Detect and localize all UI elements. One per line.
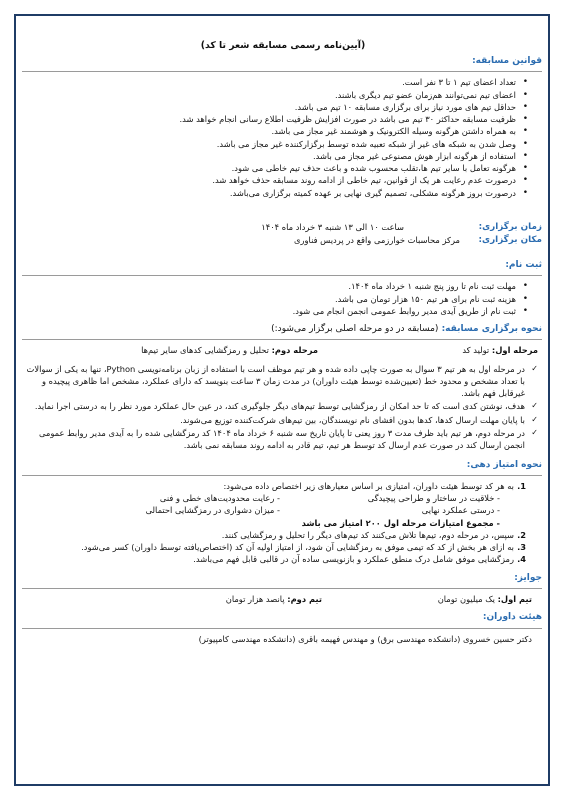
criterion: - خلاقیت در ساختار و طراحی پیچیدگی xyxy=(367,493,500,504)
scoring-item-text: به هر کد توسط هیئت داوران، امتیازی بر اساس معیارهای زیر اختصاص داده می‌شود: xyxy=(223,480,514,491)
judges-value: دکتر حسین خسروی (دانشکده مهندسی برق) و مهندس فهیمه باقری (دانشکده مهندسی کامپیوتر) xyxy=(198,633,532,644)
time-value: ساعت ۱۰ الی ۱۳ شنبه ۳ خرداد ماه ۱۴۰۴ xyxy=(261,221,404,232)
format-heading-text: نحوه برگزاری مسابقه: xyxy=(441,324,542,335)
stage2-value: تحلیل و رمزگشایی کدهای سایر تیم‌ها xyxy=(141,345,269,356)
registration-heading: ثبت نام: xyxy=(505,260,542,270)
criteria-total xyxy=(22,517,514,529)
judges-section xyxy=(22,611,542,645)
format-heading xyxy=(22,323,542,336)
second-prize-label: تیم دوم: xyxy=(287,594,322,605)
scoring-heading: نحوه امتیاز دهی: xyxy=(466,459,542,470)
prizes-heading: جوایز: xyxy=(514,572,542,583)
rule-item: • هرگونه تعامل با سایر تیم ها،تقلب محسوب شده و باعث حذف تیم خاطی می شود. xyxy=(22,162,528,174)
scoring-list xyxy=(22,480,542,566)
place-value: مرکز محاسبات خوارزمی واقع در پردیس فناوری xyxy=(294,234,460,245)
format-item: ✓ در مرحله اول به هر تیم ۳ سوال به صورت چاپی داده شده و هر تیم موظف است با استفاده از زبان برنامه‌نویسی Python، تنها به یکی از سوالات با تعداد مشخص و محدود خط (تعیین‌شده توسط هیئت داوران) در مدت زمان ۳ ساعت بنویسد که دارای عملکرد، مشخص اما ظاهری پیچیده و غیرقابل فهم باشد. xyxy=(22,363,538,400)
rule-item: • اعضای تیم نمی‌توانند هم‌زمان عضو تیم دیگری باشند. xyxy=(22,89,528,101)
format-section xyxy=(22,323,542,451)
rule-item: • تعداد اعضای تیم ۱ تا ۳ نفر است. xyxy=(22,76,528,88)
scoring-number: 4. xyxy=(517,554,526,565)
rule-item: • استفاده از هرگونه ابزار هوش مصنوعی غیر مجاز می باشد. xyxy=(22,150,528,162)
scoring-item-text: رمزگشایی موفق شامل درک منطق عملکرد و بازنویسی ساده آن در قالبی قابل فهم می‌باشد. xyxy=(193,554,514,565)
criteria-row xyxy=(22,504,514,516)
info-section xyxy=(22,221,542,247)
scoring-item xyxy=(22,541,526,553)
scoring-number: 1. xyxy=(517,480,526,491)
stages-row xyxy=(22,344,542,356)
criterion: - میزان دشواری در رمزگشایی احتمالی xyxy=(145,505,280,516)
rules-heading: قوانین مسابقه: xyxy=(472,56,542,66)
scoring-item xyxy=(22,553,526,565)
stage2-label: مرحله دوم: xyxy=(271,345,318,356)
format-list xyxy=(22,363,542,452)
rules-list xyxy=(22,76,542,199)
scoring-item-text: سپس، در مرحله دوم، تیم‌ها تلاش می‌کنند کد تیم‌های دیگر را تحلیل و رمزگشایی کنند. xyxy=(221,529,514,540)
criterion: - درستی عملکرد نهایی xyxy=(421,505,500,516)
registration-item: • ثبت نام از طریق آیدی مدیر روابط عمومی انجمن انجام می شود. xyxy=(22,305,528,317)
stage1-value: تولید کد xyxy=(462,345,490,356)
registration-item: • مهلت ثبت نام تا روز پنج شنبه ۱ خرداد ماه ۱۴۰۴. xyxy=(22,280,528,292)
criterion: - رعایت محدودیت‌های خطی و فنی xyxy=(159,493,280,504)
prizes-section xyxy=(22,572,542,606)
scoring-item-text: به ازای هر بخش از کد که تیمی موفق به رمزگشایی آن شود، از امتیاز اولیه آن کد (اختصاص‌یافته توسط داوران) کسر می‌شود. xyxy=(81,542,514,553)
rule-item: • حداقل تیم های مورد نیاز برای برگزاری مسابقه ۱۰ تیم می باشد. xyxy=(22,101,528,113)
rule-item: • وصل شدن به شبکه های غیر از شبکه تعبیه شده توسط برگزارکننده غیر مجاز می باشد. xyxy=(22,138,528,150)
document-body xyxy=(22,55,542,645)
scoring-item xyxy=(22,480,526,529)
second-prize-value: پانصد هزار تومان xyxy=(225,594,285,605)
time-label: زمان برگزاری: xyxy=(478,221,542,232)
judges-divider xyxy=(22,628,542,629)
format-item: ✓ با پایان مهلت ارسال کدها، کدها بدون افشای نام نویسندگان، بین تیم‌های شرکت‌کننده توزیع می‌شوند. xyxy=(22,414,538,426)
scoring-divider xyxy=(22,475,542,476)
format-divider xyxy=(22,339,542,340)
rule-item: • درصورت بروز هرگونه مشکلی، تصمیم گیری نهایی بر عهده کمیته برگزاری می‌باشد. xyxy=(22,187,528,199)
format-item: ✓ در مرحله دوم، هر تیم باید ظرف مدت ۳ روز یعنی تا پایان تاریخ سه شنبه ۶ خرداد ماه ۱۴۰۴ کد رمزگشایی شده را به آیدی مدیر روابط عمومی انجمن ارسال کند در صورت عدم ارسال کد توسط هر تیم، تیم قادر به ادامه روند مسابقه نمی باشد. xyxy=(22,427,538,452)
rule-item: • ظرفیت مسابقه حداکثر ۳۰ تیم می باشد در صورت افزایش ظرفیت اطلاع رسانی انجام خواهد شد. xyxy=(22,113,528,125)
rule-item: • درصورت عدم رعایت هر یک از قوانین، تیم خاطی از ادامه روند مسابقه حذف خواهد شد. xyxy=(22,174,528,186)
scoring-number: 3. xyxy=(517,542,526,553)
format-item: ✓ هدف، نوشتن کدی است که تا حد امکان از رمزگشایی توسط تیم‌های دیگر جلوگیری کند، در عین حال عملکرد مورد نظر را به‌ درستی اجرا نماید. xyxy=(22,400,538,412)
prizes-divider xyxy=(22,588,542,589)
criteria-total-text: - مجموع امتیازات مرحله اول ۲۰۰ امتیاز می باشد xyxy=(301,517,500,528)
registration-divider xyxy=(22,275,542,276)
rules-divider xyxy=(22,71,542,72)
document-title: (آیین‌نامه رسمی مسابقه شعر تا کد) xyxy=(200,40,366,51)
rules-section xyxy=(22,55,542,199)
registration-section xyxy=(22,259,542,317)
registration-item: • هزینه ثبت نام برای هر تیم ۱۵۰ هزار تومان می باشد. xyxy=(22,293,528,305)
scoring-section xyxy=(22,459,542,566)
criteria-row xyxy=(22,492,514,504)
scoring-item xyxy=(22,529,526,541)
format-intro: (مسابقه در دو مرحله اصلی برگزار می‌شود:) xyxy=(271,324,439,335)
scoring-number: 2. xyxy=(517,529,526,540)
place-label: مکان برگزاری: xyxy=(478,234,542,245)
registration-list xyxy=(22,280,542,317)
first-prize-value: یک میلیون تومان xyxy=(437,594,495,605)
stage1-label: مرحله اول: xyxy=(491,345,538,356)
prizes-row xyxy=(22,593,542,605)
first-prize-label: تیم اول: xyxy=(497,594,532,605)
judges-heading: هیئت داوران: xyxy=(482,612,542,623)
rule-item: • به همراه داشتن هرگونه وسیله الکترونیک و هوشمند غیر مجاز می باشد. xyxy=(22,125,528,137)
